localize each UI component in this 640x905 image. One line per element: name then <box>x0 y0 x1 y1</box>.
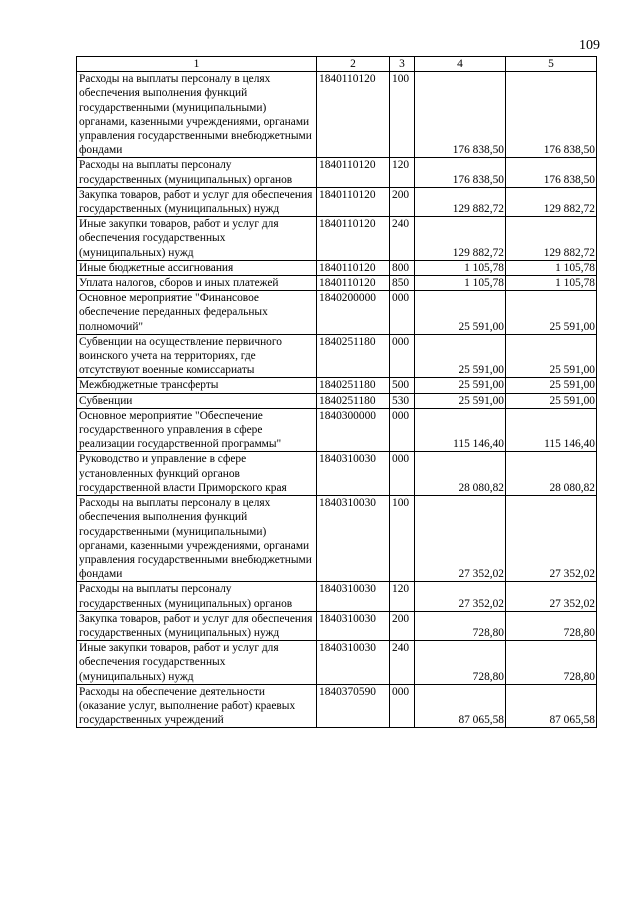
row-name-cell: Иные бюджетные ассигнования <box>77 260 317 275</box>
row-code-cell: 1840370590 <box>317 684 390 728</box>
row-amount-cell: 129 882,72 <box>506 217 597 261</box>
row-name-cell: Уплата налогов, сборов и иных платежей <box>77 276 317 291</box>
row-amount-cell: 27 352,02 <box>415 496 506 582</box>
row-type-cell: 240 <box>390 641 415 685</box>
row-name-cell: Межбюджетные трансферты <box>77 378 317 393</box>
row-type-cell: 800 <box>390 260 415 275</box>
column-header: 3 <box>390 57 415 72</box>
row-name-cell: Субвенции <box>77 393 317 408</box>
row-type-cell: 000 <box>390 334 415 378</box>
row-amount-cell: 25 591,00 <box>415 334 506 378</box>
row-name-cell: Субвенции на осуществление первичного воинского учета на территориях, где отсутствуют военные комиссариаты <box>77 334 317 378</box>
table-row <box>77 217 597 261</box>
table-row <box>77 276 597 291</box>
row-amount-cell: 1 105,78 <box>506 276 597 291</box>
table-row <box>77 393 597 408</box>
row-type-cell: 500 <box>390 378 415 393</box>
row-type-cell: 120 <box>390 582 415 611</box>
row-name-cell: Основное мероприятие "Обеспечение государственного управления в сфере реализации государственной программы" <box>77 408 317 452</box>
table-row <box>77 291 597 335</box>
row-amount-cell: 115 146,40 <box>415 408 506 452</box>
table-row <box>77 641 597 685</box>
row-code-cell: 1840251180 <box>317 378 390 393</box>
table-row <box>77 582 597 611</box>
row-code-cell: 1840110120 <box>317 158 390 187</box>
table-row <box>77 611 597 640</box>
row-name-cell: Основное мероприятие "Финансовое обеспечение переданных федеральных полномочий" <box>77 291 317 335</box>
column-header: 2 <box>317 57 390 72</box>
table-row <box>77 72 597 158</box>
row-amount-cell: 27 352,02 <box>506 582 597 611</box>
table-row <box>77 378 597 393</box>
row-amount-cell: 728,80 <box>506 611 597 640</box>
table-row <box>77 408 597 452</box>
row-type-cell: 000 <box>390 684 415 728</box>
row-name-cell: Расходы на выплаты персоналу государственных (муниципальных) органов <box>77 158 317 187</box>
row-code-cell: 1840110120 <box>317 72 390 158</box>
row-amount-cell: 28 080,82 <box>415 452 506 496</box>
table-row <box>77 260 597 275</box>
row-type-cell: 530 <box>390 393 415 408</box>
budget-table <box>76 56 597 728</box>
row-code-cell: 1840200000 <box>317 291 390 335</box>
row-amount-cell: 27 352,02 <box>415 582 506 611</box>
row-amount-cell: 25 591,00 <box>506 378 597 393</box>
row-type-cell: 200 <box>390 611 415 640</box>
row-code-cell: 1840110120 <box>317 217 390 261</box>
row-code-cell: 1840310030 <box>317 611 390 640</box>
row-amount-cell: 1 105,78 <box>506 260 597 275</box>
row-type-cell: 100 <box>390 72 415 158</box>
row-type-cell: 240 <box>390 217 415 261</box>
row-type-cell: 000 <box>390 291 415 335</box>
row-code-cell: 1840110120 <box>317 276 390 291</box>
row-amount-cell: 728,80 <box>415 611 506 640</box>
row-code-cell: 1840310030 <box>317 452 390 496</box>
row-type-cell: 000 <box>390 452 415 496</box>
row-code-cell: 1840251180 <box>317 334 390 378</box>
column-header: 5 <box>506 57 597 72</box>
row-name-cell: Закупка товаров, работ и услуг для обеспечения государственных (муниципальных) нужд <box>77 611 317 640</box>
row-amount-cell: 87 065,58 <box>415 684 506 728</box>
row-amount-cell: 129 882,72 <box>506 187 597 216</box>
row-amount-cell: 1 105,78 <box>415 260 506 275</box>
row-name-cell: Закупка товаров, работ и услуг для обеспечения государственных (муниципальных) нужд <box>77 187 317 216</box>
row-name-cell: Расходы на выплаты персоналу государственных (муниципальных) органов <box>77 582 317 611</box>
column-header: 4 <box>415 57 506 72</box>
row-amount-cell: 27 352,02 <box>506 496 597 582</box>
row-amount-cell: 176 838,50 <box>415 158 506 187</box>
row-code-cell: 1840110120 <box>317 260 390 275</box>
row-name-cell: Расходы на обеспечение деятельности (оказание услуг, выполнение работ) краевых государственных учреждений <box>77 684 317 728</box>
row-amount-cell: 25 591,00 <box>506 393 597 408</box>
row-amount-cell: 87 065,58 <box>506 684 597 728</box>
page-number: 109 <box>579 38 600 53</box>
row-amount-cell: 115 146,40 <box>506 408 597 452</box>
column-header: 1 <box>77 57 317 72</box>
row-type-cell: 100 <box>390 496 415 582</box>
row-amount-cell: 25 591,00 <box>506 334 597 378</box>
row-code-cell: 1840310030 <box>317 641 390 685</box>
row-amount-cell: 176 838,50 <box>506 72 597 158</box>
row-name-cell: Иные закупки товаров, работ и услуг для обеспечения государственных (муниципальных) нужд <box>77 217 317 261</box>
table-row <box>77 334 597 378</box>
row-name-cell: Расходы на выплаты персоналу в целях обеспечения выполнения функций государственными (муниципальными) органами, казенными учреждениями, органами управления государственными внебюджетными фондами <box>77 72 317 158</box>
row-amount-cell: 728,80 <box>415 641 506 685</box>
row-amount-cell: 25 591,00 <box>506 291 597 335</box>
row-amount-cell: 25 591,00 <box>415 291 506 335</box>
row-code-cell: 1840110120 <box>317 187 390 216</box>
row-name-cell: Расходы на выплаты персоналу в целях обеспечения выполнения функций государственными (муниципальными) органами, казенными учреждениями, органами управления государственными внебюджетными фондами <box>77 496 317 582</box>
row-amount-cell: 1 105,78 <box>415 276 506 291</box>
row-code-cell: 1840310030 <box>317 582 390 611</box>
table-row <box>77 158 597 187</box>
header-row <box>77 57 597 72</box>
table-row <box>77 684 597 728</box>
row-amount-cell: 129 882,72 <box>415 187 506 216</box>
row-amount-cell: 176 838,50 <box>415 72 506 158</box>
row-amount-cell: 25 591,00 <box>415 393 506 408</box>
table-row <box>77 496 597 582</box>
table-row <box>77 452 597 496</box>
row-name-cell: Руководство и управление в сфере установленных функций органов государственной власти Приморского края <box>77 452 317 496</box>
row-code-cell: 1840300000 <box>317 408 390 452</box>
row-type-cell: 120 <box>390 158 415 187</box>
table-row <box>77 187 597 216</box>
row-code-cell: 1840310030 <box>317 496 390 582</box>
row-amount-cell: 129 882,72 <box>415 217 506 261</box>
row-name-cell: Иные закупки товаров, работ и услуг для обеспечения государственных (муниципальных) нужд <box>77 641 317 685</box>
row-amount-cell: 728,80 <box>506 641 597 685</box>
row-code-cell: 1840251180 <box>317 393 390 408</box>
row-amount-cell: 28 080,82 <box>506 452 597 496</box>
row-amount-cell: 176 838,50 <box>506 158 597 187</box>
row-type-cell: 850 <box>390 276 415 291</box>
row-amount-cell: 25 591,00 <box>415 378 506 393</box>
row-type-cell: 000 <box>390 408 415 452</box>
row-type-cell: 200 <box>390 187 415 216</box>
